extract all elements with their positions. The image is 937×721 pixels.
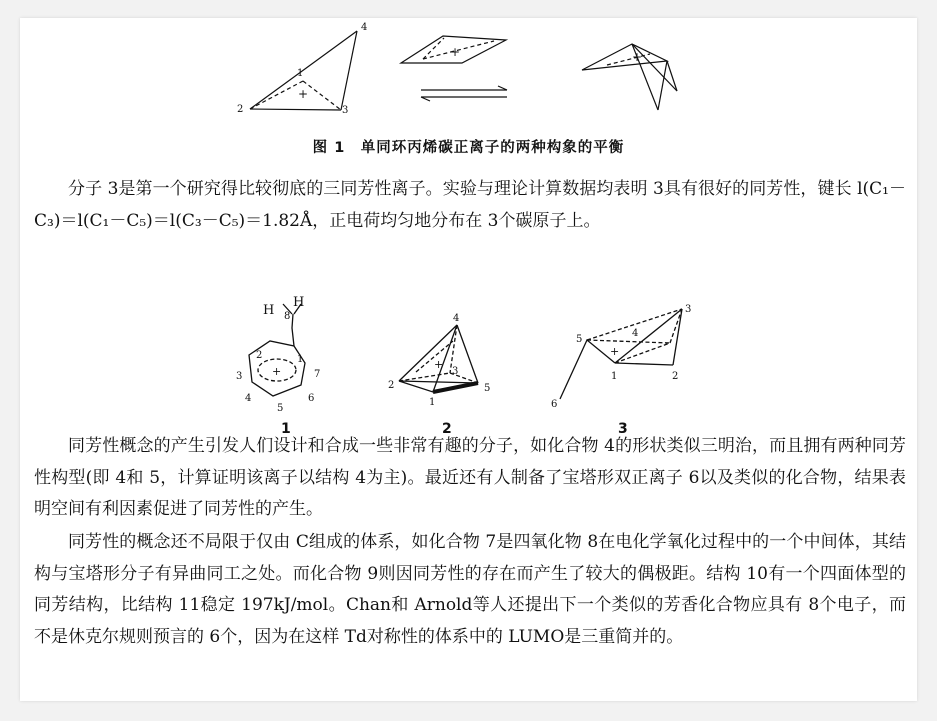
struct1-atom-3: 3: [236, 371, 243, 382]
struct2-plus: +: [434, 358, 444, 371]
struct1-atom-6: 6: [308, 393, 315, 404]
paragraph-2: [34, 431, 906, 526]
struct2-atom-4: 4: [453, 313, 460, 324]
fig1-middle-plus: +: [450, 45, 461, 59]
compound-label-3: 3: [618, 421, 628, 437]
figure-1-caption: 图 1 单同环丙烯碳正离子的两种构象的平衡: [312, 140, 625, 156]
figure-1-middle-structure: [401, 36, 507, 101]
fig1-label-3: 3: [342, 105, 349, 116]
struct1-h-right: H: [293, 295, 305, 310]
struct2-atom-2: 2: [388, 380, 395, 391]
paragraph-3-text: 同芳性的概念还不局限于仅由 C组成的体系，如化合物 7是四氧化物 8在电化学氧化过程中的一个中间体，其结构与宝塔形分子有异曲同工之处。而化合物 9则因同芳性的存在而产生了较大的偶极距。结构 10有一个四面体型的同芳结构，比结构 11稳定 197kJ/mol。Chan和 Arnold等人还提出下一个类似的芳香化合物应具有 8个电子，而不是休克尔规则预言的 6个，因为在这样 Td对称性的体系中的 LUMO是三重简并的。: [34, 532, 906, 647]
struct1-atom-7: 7: [314, 369, 321, 380]
paragraph-1-text: 分子 3是第一个研究得比较彻底的三同芳性离子。实验与理论计算数据均表明 3具有很好的同芳性，键长 l(C₁－C₃)＝l(C₁－C₅)＝l(C₃－C₅)＝1.82Å，正电荷均匀地分布在 3个碳原子上。: [34, 179, 906, 231]
structure-2: [388, 313, 490, 437]
struct3-plus: +: [610, 345, 620, 358]
compound-label-1: 1: [281, 421, 291, 437]
paragraph-1: [34, 174, 906, 237]
struct3-atom-6: 6: [551, 399, 558, 410]
struct3-atom-4: 4: [632, 328, 639, 339]
fig1-label-4: 4: [361, 22, 368, 33]
struct2-atom-5: 5: [484, 383, 491, 394]
struct3-atom-2: 2: [672, 371, 679, 382]
struct3-atom-1: 1: [611, 371, 618, 382]
struct1-atom-1: 1: [297, 354, 304, 365]
struct2-atom-1: 1: [429, 397, 436, 408]
struct2-atom-3: 3: [452, 366, 459, 377]
figure-1: [20, 18, 917, 133]
struct1-atom-2: 2: [256, 350, 263, 361]
struct3-atom-3: 3: [685, 304, 692, 315]
paragraph-3: [34, 527, 906, 653]
fig1-label-2: 2: [237, 104, 244, 115]
struct1-plus: +: [272, 365, 282, 378]
struct1-atom-4: 4: [245, 393, 252, 404]
compound-label-2: 2: [442, 421, 452, 437]
figure-1-left-structure: [237, 22, 367, 116]
structure-3: [551, 304, 691, 437]
structure-1: [236, 295, 320, 437]
struct1-atom-8: 8: [284, 311, 291, 322]
structures-figure: [20, 276, 917, 437]
figure-1-right-structure: [582, 44, 677, 110]
fig1-right-plus: +: [632, 50, 643, 64]
struct1-atom-5: 5: [277, 403, 284, 414]
struct1-h-left: H: [263, 303, 275, 318]
fig1-label-1: 1: [297, 68, 304, 79]
struct3-atom-5: 5: [576, 334, 583, 345]
paragraph-2-text: 同芳性概念的产生引发人们设计和合成一些非常有趣的分子，如化合物 4的形状类似三明治，而且拥有两种同芳性构型(即 4和 5，计算证明该离子以结构 4为主)。最近还有人制备了宝塔形双正离子 6以及类似的化合物，结果表明空间有利因素促进了同芳性的产生。: [34, 436, 906, 519]
fig1-left-plus: +: [298, 87, 309, 101]
document-page: [20, 18, 917, 701]
